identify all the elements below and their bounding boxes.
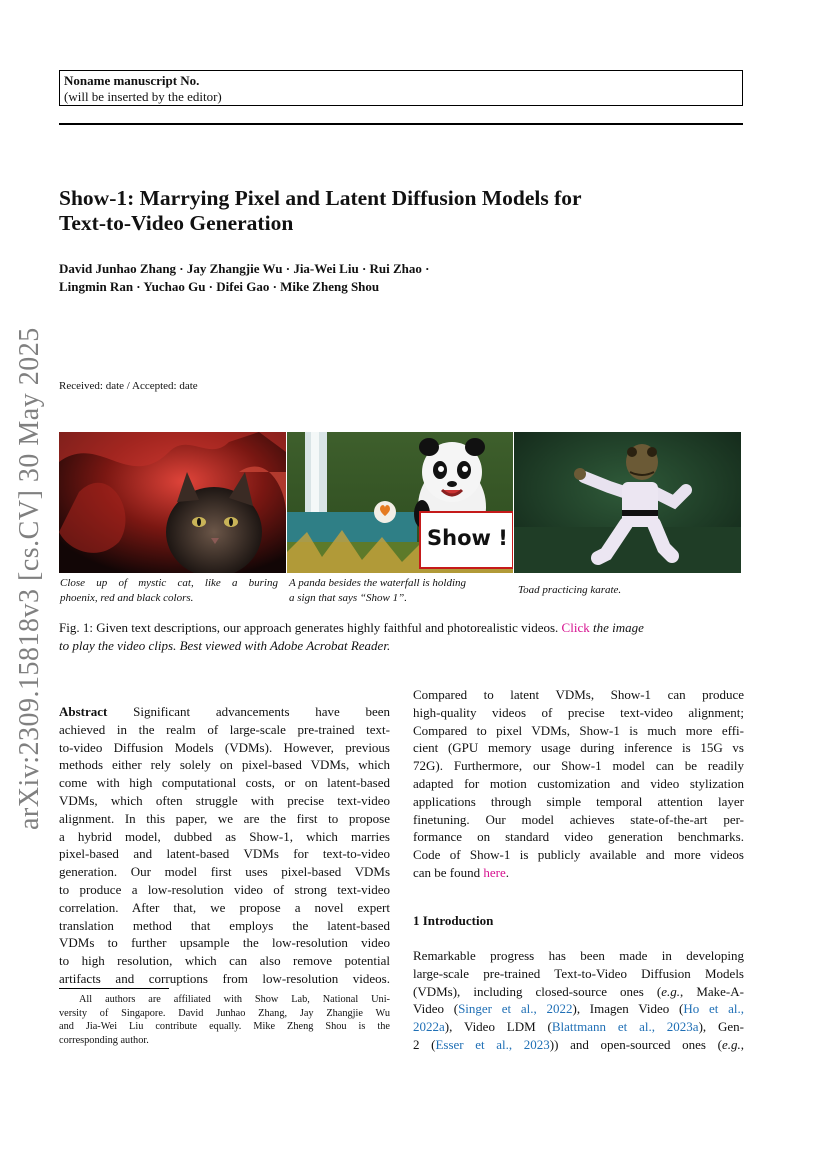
arxiv-stamp[interactable]: arXiv:2309.15818v3 [cs.CV] 30 May 2025 [14,327,45,830]
abstract-right: Compared to latent VDMs, Show-1 can produce high-quality videos of precise text-video alignment; Compared to pixel VDMs, Show-1 is much more effi- cient (GPU memory usage during inference is 15G vs 72G). Furthermore, our Show-1 model can be readily adapted for motion customization and video stylization applications through simple temporal attention layer finetuning. Our model achieves state-of-the-art per- formance on standard video generation benchmarks. Code of Show-1 is publicly available and more videos can be found here. [413,687,744,880]
abstract-left: Abstract Significant advancements have been achieved in the realm of large-scale pre-trained text- to-video Diffusion Models (VDMs). However, previous methods either rely solely on pixel-based VDMs, which come with high computational costs, or on latent-based VDMs, which often struggle with precise text-video alignment. In this paper, we are the first to propose a hybrid model, dubbed as Show-1, which marries pixel-based and latent-based VDMs for text-to-video generation. Our model first uses pixel-based VDMs to produce a low-resolution video of strong text-video correlation. After that, we propose a novel expert translation method that employs the latent-based VDMs to further upsample the low-resolution video to high resolution, which can also remove potential artifacts and corruptions from low-resolution videos. [59,704,391,986]
citation-link[interactable]: Singer et al., 2022 [458,1001,573,1017]
caption-panda-2: a sign that says “Show 1”. [289,592,407,604]
section-heading-introduction: 1 Introduction [413,913,494,928]
affiliation-footnote: All authors are affiliated with Show Lab, National Uni- versity of Singapore. David Junhao Zhang, Jay Zhangjie Wu and Jia-Wei Liu contribute equally. Mike Zheng Shou is the corresponding author. [59,994,390,1046]
received-date: Received: date / Accepted: date [59,380,198,392]
author-list [59,260,749,296]
abstract-label: Abstract [59,704,108,719]
authors-line-2: Lingmin Ran · Yuchao Gu · Difei Gao · Mike Zheng Shou [59,279,380,294]
editor-note: (will be inserted by the editor) [64,89,222,104]
video-clip-panda[interactable] [287,432,513,573]
video-clip-cat[interactable] [59,432,286,573]
toad-karate-image [514,432,741,573]
manuscript-header-box [59,70,743,106]
paper-title [59,186,749,236]
citation-link[interactable]: Ho et al., [683,1001,744,1017]
video-clip-toad[interactable] [514,432,741,573]
caption-panda: A panda besides the waterfall is holding [289,577,467,589]
cat-phoenix-image [59,432,286,573]
title-line-1: Show-1: Marrying Pixel and Latent Diffusion Models for [59,186,582,210]
caption-toad: Toad practicing karate. [518,584,622,596]
caption-cat: Close up of mystic cat, like a buring [60,577,278,589]
sign-text: Show ! [427,526,508,550]
caption-cat-2: phoenix, red and black colors. [60,592,194,604]
citation-link[interactable]: 2022a [413,1019,445,1035]
click-link[interactable]: Click [561,620,590,635]
figure-caption: Fig. 1: Given text descriptions, our approach generates highly faithful and photorealistic videos. Click the image to play the video clips. Best viewed with Adobe Acrobat Reader. [59,620,644,653]
footnote-rule [59,988,169,989]
here-link[interactable]: here [483,864,506,880]
introduction-text: Remarkable progress has been made in developing large-scale pre-trained Text-to-Video Diffusion Models (VDMs), including closed-source ones (e.g., Make-A- Video (Singer et al., 2022), Imagen Video (Ho et al., 2022a), Video LDM (Blattmann et al., 2023a), Gen- 2 (Esser et al., 2023)) and open-sourced ones (e.g., [413,948,744,1052]
citation-link[interactable]: Esser et al., 2023 [435,1036,550,1052]
panda-waterfall-image [287,432,513,573]
authors-line-1: David Junhao Zhang · Jay Zhangjie Wu · Jia-Wei Liu · Rui Zhao · [59,261,430,276]
citation-link[interactable]: Blattmann et al., 2023a [551,1019,699,1035]
manuscript-label: Noname manuscript No. [64,73,200,88]
title-line-2: Text-to-Video Generation [59,211,294,235]
header-rule [59,123,743,125]
